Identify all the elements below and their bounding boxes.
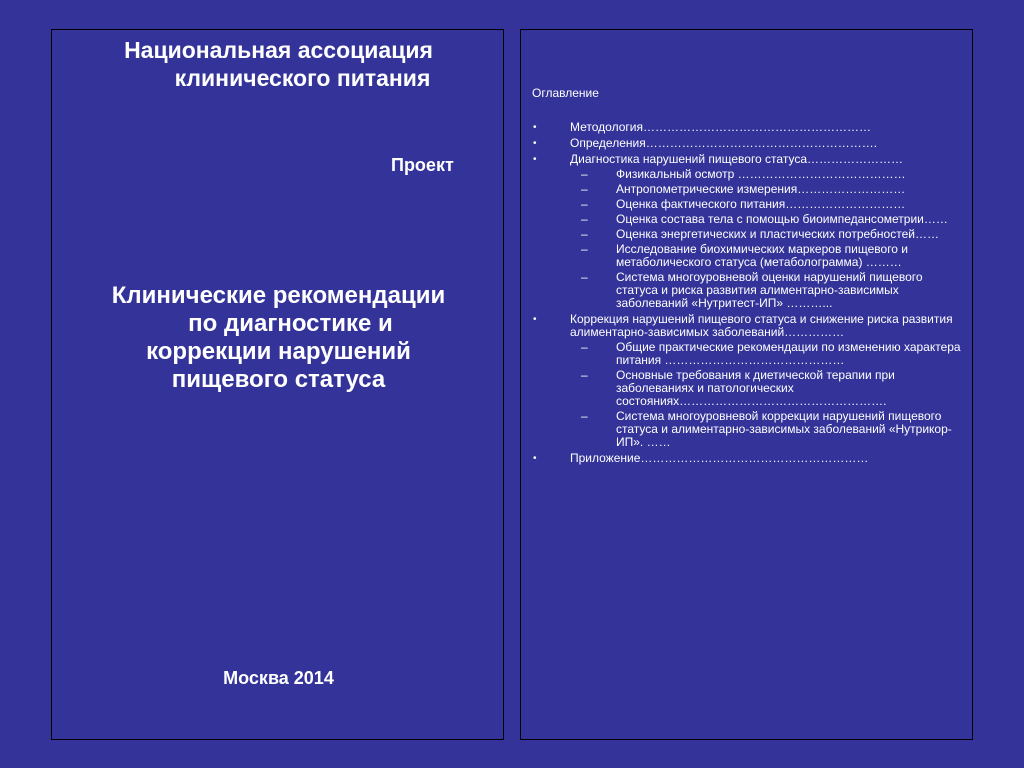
toc-subsection-item — [521, 168, 974, 181]
organization-name-line: Национальная ассоциация — [124, 37, 433, 63]
toc-subsection-item — [521, 228, 974, 241]
toc-item-text: Коррекция нарушений пищевого статуса и снижение риска развития алиментарно-зависимых заболеваний…………… — [570, 312, 953, 339]
toc-item-text: Оценка состава тела с помощью биоимпедансометрии…… — [616, 212, 948, 226]
dash-marker: – — [581, 167, 588, 181]
toc-subsection-item — [521, 213, 974, 226]
title-page-panel — [51, 29, 504, 740]
dash-marker: – — [581, 409, 588, 423]
toc-item-text: Оценка энергетических и пластических потребностей…… — [616, 227, 939, 241]
organization-name-line: клинического питания — [174, 65, 431, 91]
toc-section-item — [521, 153, 974, 166]
dash-marker: – — [581, 368, 588, 382]
toc-item-text: Диагностика нарушений пищевого статуса…………………… — [570, 152, 903, 166]
toc-list — [521, 121, 974, 467]
toc-item-text: Оценка фактического питания………………………… — [616, 197, 906, 211]
dash-marker: – — [581, 227, 588, 241]
toc-item-text: Исследование биохимических маркеров пищевого и метаболического статуса (метаболограмма) ……… — [616, 242, 909, 269]
organization-name — [52, 36, 505, 92]
toc-section-item — [521, 121, 974, 134]
toc-section-item — [521, 137, 974, 150]
bullet-marker: • — [533, 154, 537, 165]
toc-item-text: Методология………………………………………………… — [570, 120, 871, 134]
toc-item-text: Антропометрические измерения……………………… — [616, 182, 906, 196]
document-title-line: коррекции нарушений — [146, 338, 411, 365]
bullet-marker: • — [533, 122, 537, 133]
document-title-line: пищевого статуса — [171, 366, 386, 393]
city-year: Москва 2014 — [223, 668, 334, 688]
toc-item-text: Физикальный осмотр …………………………………… — [616, 167, 906, 181]
document-title-line: по диагностике и — [188, 310, 393, 337]
dash-marker: – — [581, 197, 588, 211]
document-title — [52, 282, 505, 394]
dash-marker: – — [581, 182, 588, 196]
toc-item-text: Основные требования к диетической терапии при заболеваниях и патологических состояниях……………………………………………. — [616, 368, 895, 408]
bullet-marker: • — [533, 314, 537, 325]
document-title-line: Клинические рекомендации — [111, 282, 446, 309]
toc-subsection-item — [521, 243, 974, 269]
toc-item-text: Определения…………………………………………………. — [570, 136, 878, 150]
dash-marker: – — [581, 340, 588, 354]
toc-item-text: Система многоуровневой оценки нарушений пищевого статуса и риска развития алиментарно-зависимых заболеваний «Нутритест-ИП» ………... — [616, 270, 923, 310]
toc-heading: Оглавление — [532, 86, 599, 100]
table-of-contents-panel — [520, 29, 973, 740]
toc-item-text: Система многоуровневой коррекции нарушений пищевого статуса и алиментарно-зависимых заболеваний «Нутрикор-ИП». …… — [616, 409, 952, 449]
toc-subsection-item — [521, 410, 974, 449]
bullet-marker: • — [533, 138, 537, 149]
toc-item-text: Приложение………………………………………………… — [570, 451, 869, 465]
toc-item-text: Общие практические рекомендации по изменению характера питания ……………………………………… — [616, 340, 961, 367]
toc-subsection-item — [521, 369, 974, 408]
bullet-marker: • — [533, 453, 537, 464]
toc-subsection-item — [521, 271, 974, 310]
draft-label: Проект — [391, 155, 454, 175]
dash-marker: – — [581, 212, 588, 226]
toc-subsection-item — [521, 183, 974, 196]
toc-section-item — [521, 313, 974, 339]
dash-marker: – — [581, 270, 588, 284]
dash-marker: – — [581, 242, 588, 256]
toc-subsection-item — [521, 198, 974, 211]
toc-section-item — [521, 452, 974, 465]
toc-subsection-item — [521, 341, 974, 367]
